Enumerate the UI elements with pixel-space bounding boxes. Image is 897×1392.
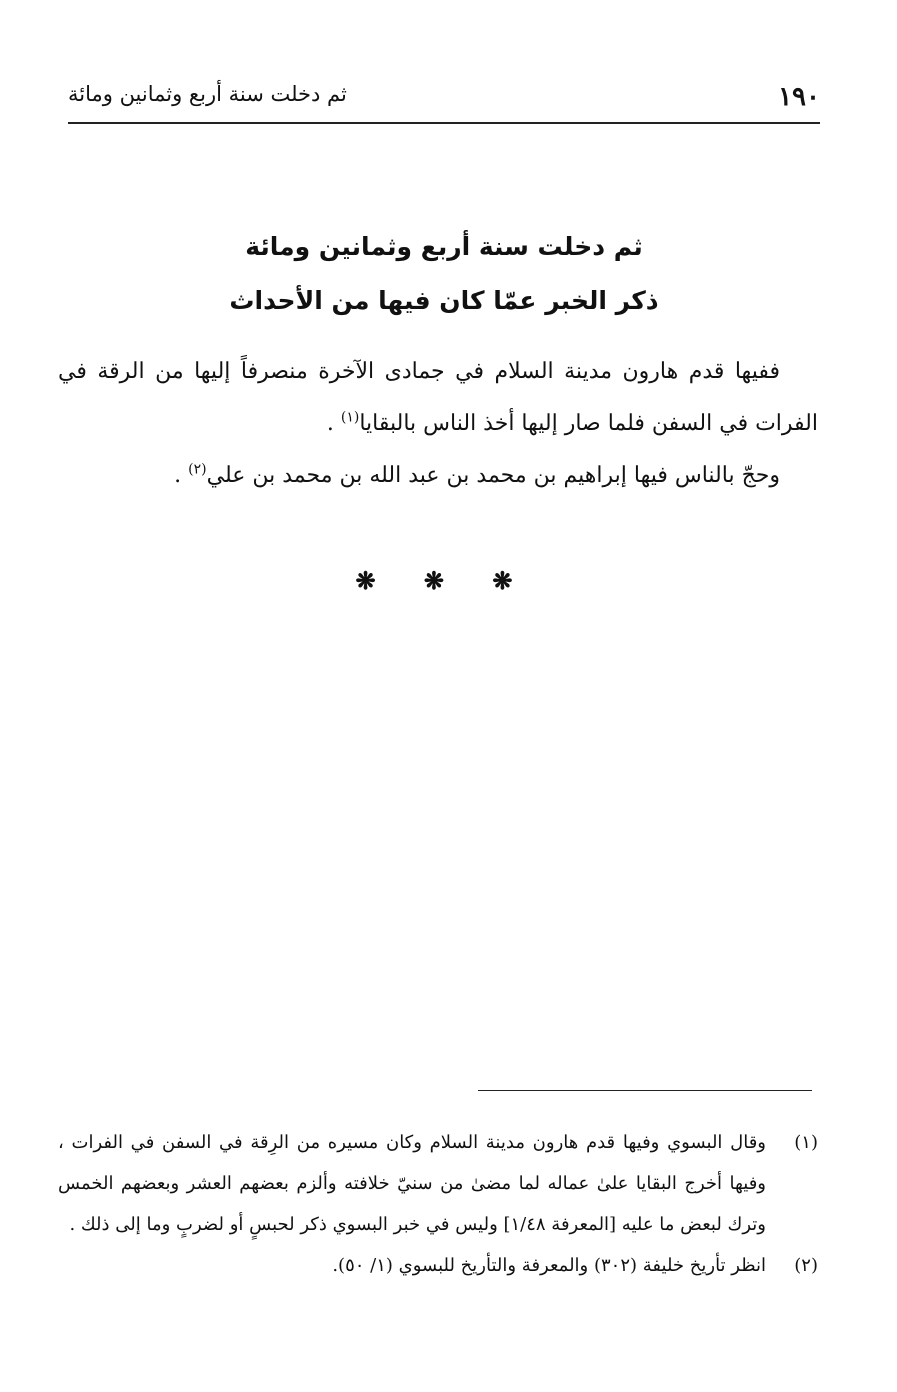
- footnote-number: (٢): [794, 1255, 818, 1276]
- page-header: [68, 74, 820, 122]
- running-title: ثم دخلت سنة أربع وثمانين ومائة: [68, 82, 347, 106]
- paragraph-end: .: [174, 463, 189, 488]
- section-ornament: ❋ ❋ ❋: [355, 566, 533, 595]
- page-number: ١٩٠: [778, 82, 820, 112]
- section-title: ذكر الخبر عمّا كان فيها من الأحداث: [229, 286, 659, 315]
- paragraph-text: ففيها قدم هارون مدينة السلام في جمادى الآخرة منصرفاً إليها من الرقة في الفرات في السفن فلما صار إليها أخذ الناس بالبقايا: [58, 359, 818, 436]
- footnote-divider: [478, 1090, 812, 1091]
- footnote-number: (١): [794, 1132, 818, 1153]
- footnote-text: انظر تأريخ خليفة (٣٠٢) والمعرفة والتأريخ للبسوي (١/ ٥٠).: [332, 1255, 766, 1276]
- footnotes: [58, 1122, 818, 1286]
- paragraph: [58, 346, 818, 450]
- footnote-item: [58, 1245, 818, 1286]
- paragraph: [58, 450, 818, 502]
- header-divider: [68, 122, 820, 124]
- chapter-title: ثم دخلت سنة أربع وثمانين ومائة: [245, 232, 643, 261]
- footnote-marker[interactable]: (٢): [188, 461, 207, 478]
- paragraph-text: وحجّ بالناس فيها إبراهيم بن محمد بن عبد الله بن محمد بن علي: [206, 463, 780, 488]
- footnote-item: [58, 1122, 818, 1245]
- footnote-text: وقال البسوي وفيها قدم هارون مدينة السلام وكان مسيره من الرِقة في السفن في الفرات ، وفيها أخرج البقايا علىٰ عماله لما مضىٰ من سنيّ خلافته وألزم بعضهم العشر وبعضهم الخمس وترك لبعض ما عليه [المعرفة ١/٤٨] وليس في خبر البسوي ذكر لحبسٍ أو لضربٍ وما إلى ذلك .: [58, 1132, 766, 1235]
- footnote-marker[interactable]: (١): [340, 409, 360, 426]
- body-text: [58, 346, 818, 502]
- paragraph-end: .: [326, 411, 341, 436]
